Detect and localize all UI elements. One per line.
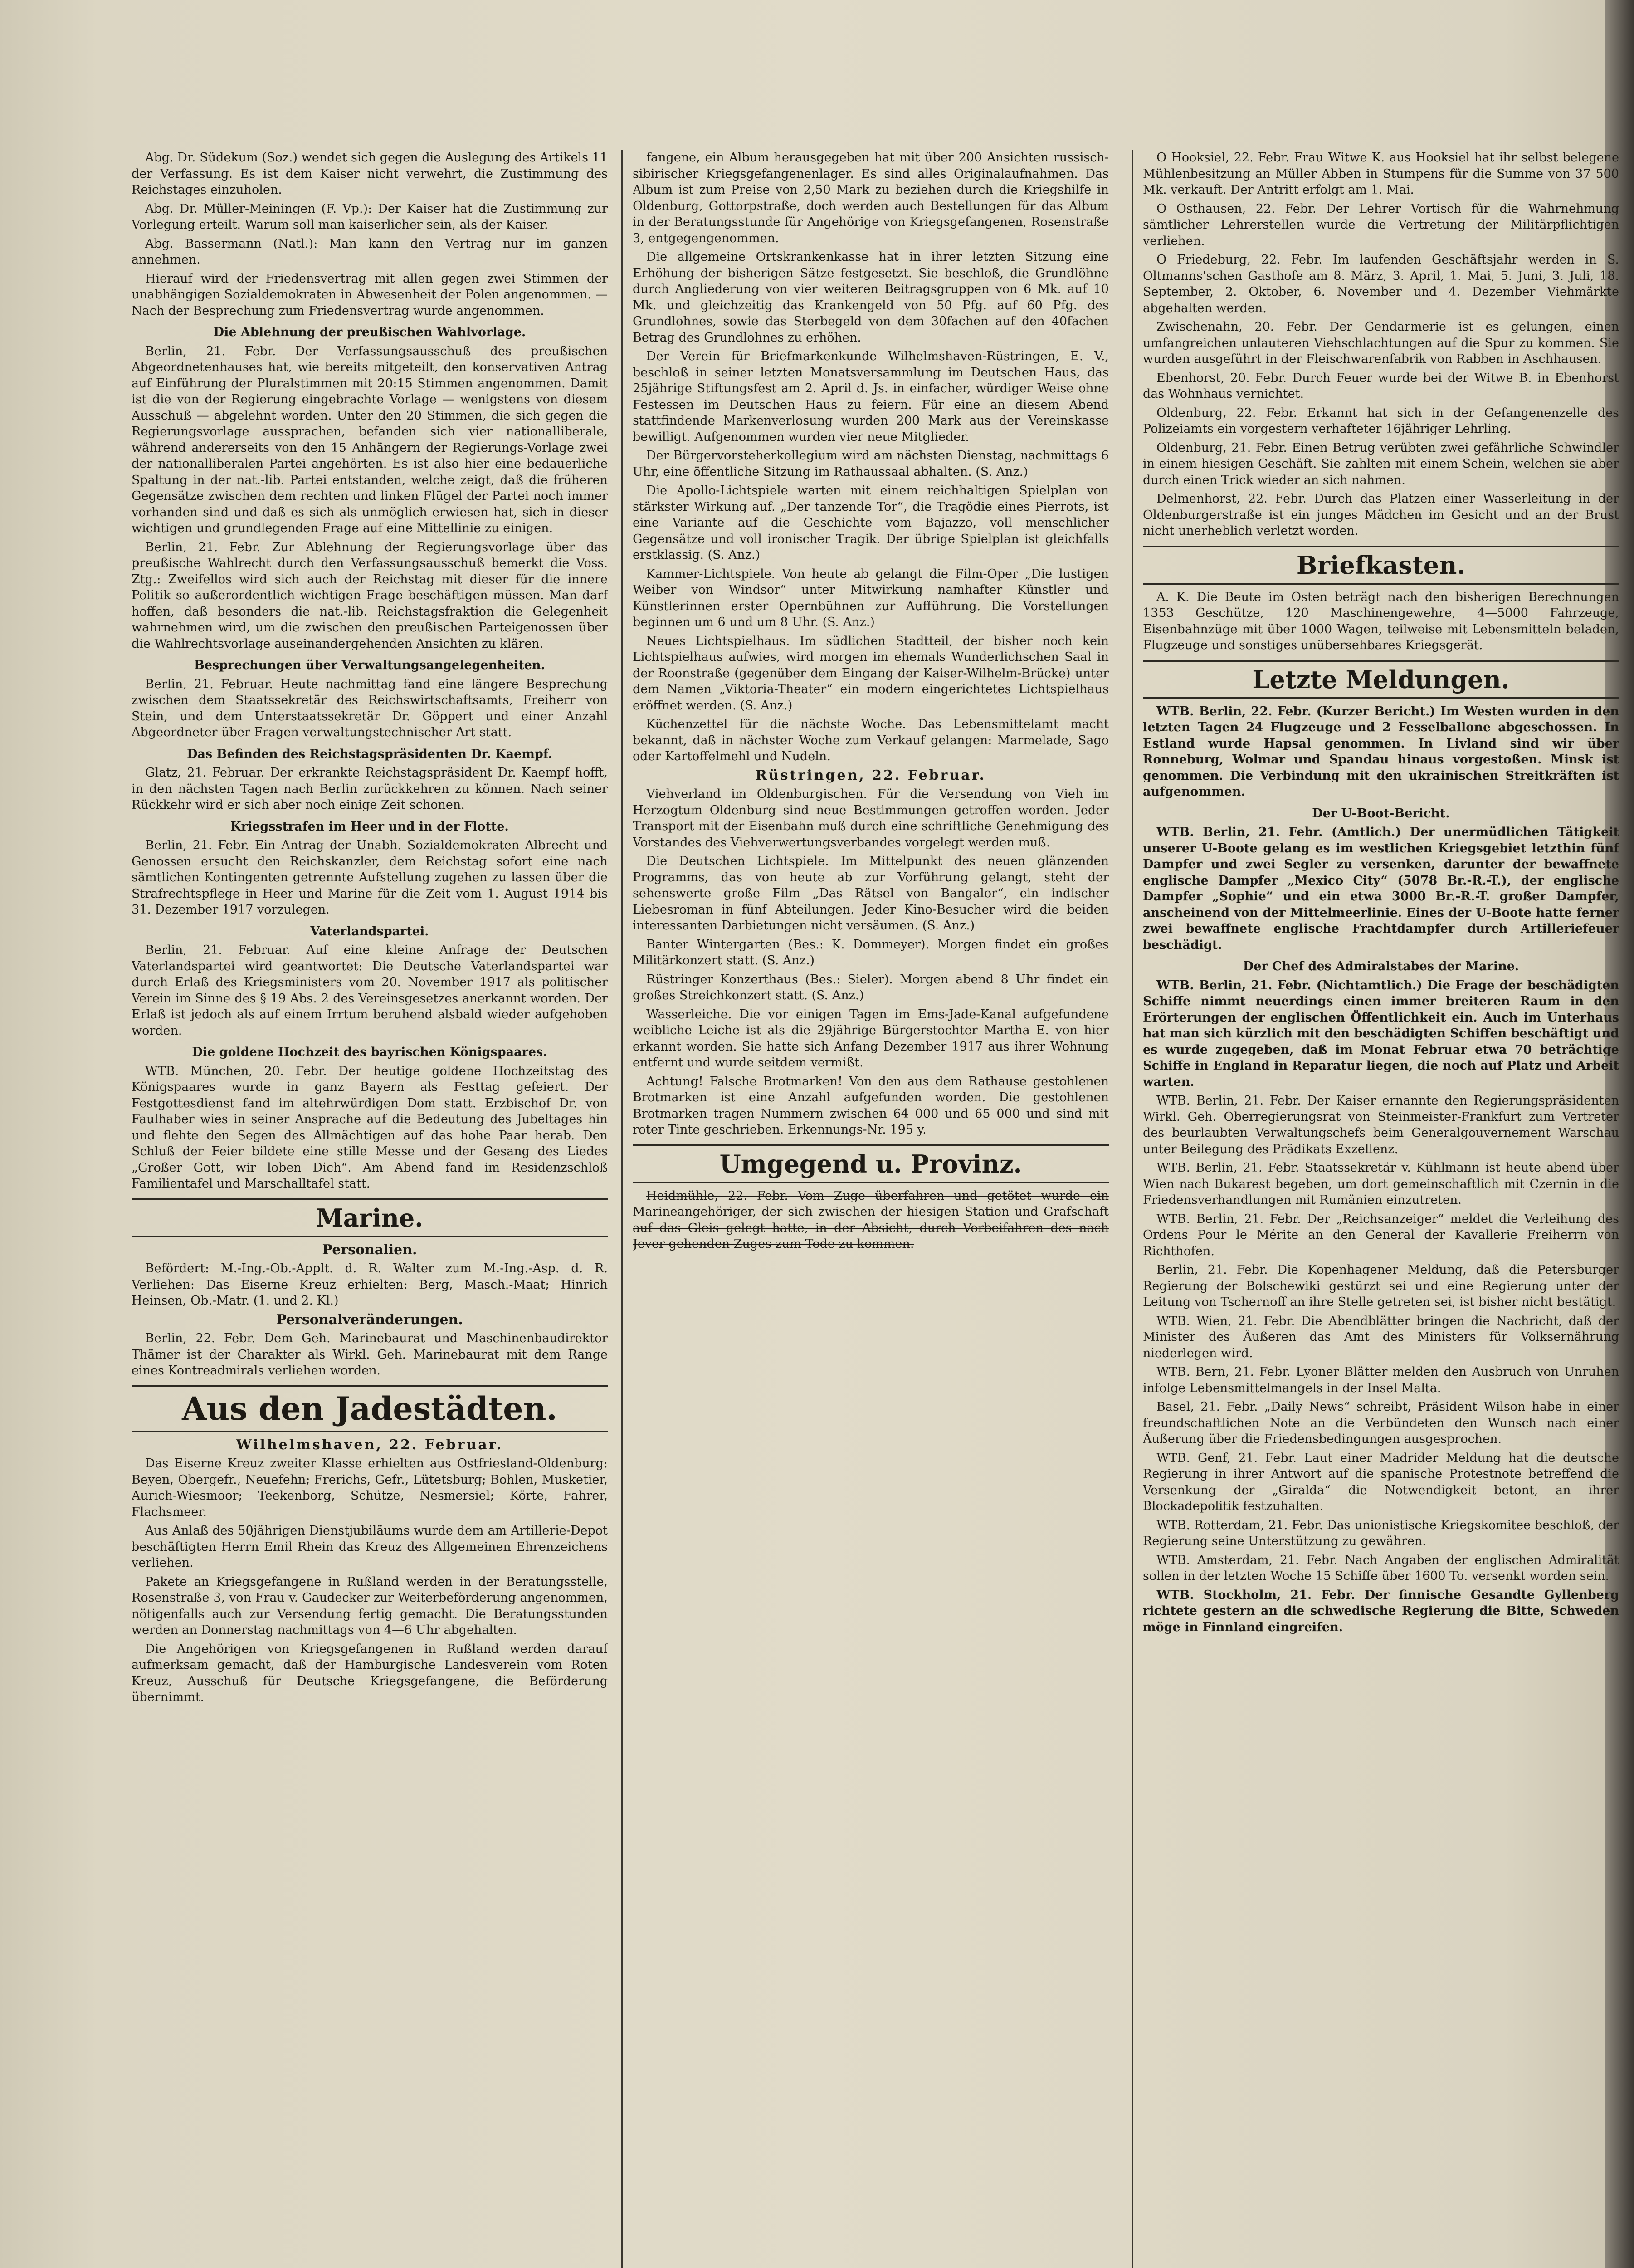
paragraph: Hierauf wird der Friedensvertrag mit allen gegen zwei Stimmen der unabhängigen Sozialdemokraten in Abwesenheit der Polen angenommen. — Nach der Besprechung zum Friedensvertrag wurde angenommen. bbox=[132, 271, 608, 318]
subsection-title: Personalveränderungen. bbox=[276, 1311, 463, 1328]
paragraph: WTB. Genf, 21. Febr. Laut einer Madrider Meldung hat die deutsche Regierung in ihrer Antwort auf die spanische Protestnote betreffend die Versenkung der „Giralda“ die Notwendigkeit betont, an ihrer Blockadepolitik festzuhalten. bbox=[1143, 1451, 1619, 1513]
paragraph: Kammer-Lichtspiele. Von heute ab gelangt die Film-Oper „Die lustigen Weiber von Windsor“ unter Mitwirkung namhafter Künstler und Künstlerinnen erster Opernbühnen zur Aufführung. Die Vorstellungen beginnen um 6 und um 8 Uhr. (S. Anz.) bbox=[633, 567, 1109, 629]
section-title: Aus den Jadestädten. bbox=[182, 1389, 557, 1427]
section-title: Briefkasten. bbox=[1296, 550, 1466, 580]
paragraph: Viehverland im Oldenburgischen. Für die Versendung von Vieh im Herzogtum Oldenburg sind neue Bestimmungen getroffen worden. Jeder Transport mit der Eisenbahn muß durch eine schriftliche Genehmigung des Vorstandes des Viehverwertungsverbandes vorgelegt werden muß. bbox=[633, 787, 1109, 850]
paragraph: Die Apollo-Lichtspiele warten mit einem reichhaltigen Spielplan von stärkster Wirkung auf. „Der tanzende Tor“, die Tragödie eines Pierrots, ist eine Variante auf die Geschichte vom Bajazzo, voll menschlicher Gegensätze und voll ironischer Tragik. Der übrige Spielplan ist gleichfalls erstklassig. (S. Anz.) bbox=[633, 484, 1109, 562]
dateline: Rüstringen, 22. Februar. bbox=[755, 767, 986, 783]
paragraph: Berlin, 21. Febr. Der Verfassungsausschuß des preußischen Abgeordnetenhauses hat, wie bereits mitgeteilt, den konservativen Antrag auf Einführung der Pluralstimmen mit 20:15 Stimmen angenommen. Damit ist die von der Regierung eingebrachte Vorlage — wenigstens von diesem Ausschuß — abgelehnt worden. Unter den 20 Stimmen, die sich gegen die Regierungsvorlage aussprachen, befanden sich vier nationalliberale, während andererseits von den 15 Anhängern der Regierungs-Vorlage zwei der nationalliberalen Partei angehörten. Es ist also hier eine bedauerliche Spaltung in der nat.-lib. Partei entstanden, welche zeigt, daß die früheren Gegensätze zwischen dem rechten und linken Flügel der Partei noch immer vorhanden sind und daß es sich als unmöglich erwiesen hat, sich in dieser wichtigen und grundlegenden Frage auf eine Mittellinie zu einigen. bbox=[132, 344, 608, 535]
paragraph: Berlin, 21. Febr. Die Kopenhagener Meldung, daß die Petersburger Regierung der Bolschewiki gestürzt sei und eine Regierung unter der Leitung von Tschernoff an ihre Stelle getreten sei, ist bisher nicht bestätigt. bbox=[1143, 1263, 1619, 1309]
article-headline: Die Ablehnung der preußischen Wahlvorlage. bbox=[213, 325, 526, 339]
paragraph: Die Deutschen Lichtspiele. Im Mittelpunkt des neuen glänzenden Programms, das von heute ab zur Vorführung gelangt, steht der sehenswerte große Film „Das Rätsel von Bangalor“, ein indischer Liebesroman in fünf Abteilungen. Jeder Kino-Besucher wird die beiden interessanten Darbietungen nicht versäumen. (S. Anz.) bbox=[633, 854, 1109, 933]
paragraph: O Hooksiel, 22. Febr. Frau Witwe K. aus Hooksiel hat ihr selbst belegene Mühlenbesitzung an Müller Abben in Stumpens für die Summe von 37 500 Mk. verkauft. Der Antritt erfolgt am 1. Mai. bbox=[1143, 151, 1619, 197]
paragraph: Berlin, 21. Februar. Heute nachmittag fand eine längere Besprechung zwischen dem Staatssekretär des Reichswirtschaftsamts, Freiherr von Stein, und dem Unterstaatssekretär Dr. Göppert und einer Anzahl Abgeordneter über Fragen verwaltungstechnischer Art statt. bbox=[132, 677, 608, 739]
paragraph: Der Verein für Briefmarkenkunde Wilhelmshaven-Rüstringen, E. V., beschloß in seiner letzten Monatsversammlung im Deutschen Haus, das 25jährige Stiftungsfest am 2. April d. Js. in einfacher, würdiger Weise ohne Festessen im Deutschen Haus zu feiern. Für eine an diesem Abend stattfindende Markenverlosung wurden 200 Mark aus der Vereinskasse bewilligt. Aufgenommen wurden vier neue Mitglieder. bbox=[633, 349, 1109, 444]
section-title: Letzte Meldungen. bbox=[1252, 665, 1510, 694]
section-header-umgegend bbox=[633, 1144, 1109, 1183]
section-title: Umgegend u. Provinz. bbox=[719, 1149, 1022, 1178]
paragraph: WTB. München, 20. Febr. Der heutige goldene Hochzeitstag des Königspaares wurde in ganz Bayern als Festtag gefeiert. Der Festgottesdienst fand im altehrwürdigen Dom statt. Erzbischof Dr. von Faulhaber wies in seiner Ansprache auf die Bedeutung des Jubeltages hin und flehte den Segen des Allmächtigen auf das hohe Paar herab. Den Schluß der Feier bildete eine stille Messe und der Gesang des Liedes „Großer Gott, wir loben Dich“. Am Abend fand im Residenzschloß Familientafel und Marschalltafel statt. bbox=[132, 1064, 608, 1191]
section-header-jadestaedte bbox=[132, 1385, 608, 1432]
paragraph: Glatz, 21. Februar. Der erkrankte Reichstagspräsident Dr. Kaempf hofft, in den nächsten Tagen nach Berlin zurückkehren zu können. Nach seiner Rückkehr wird er sich aber noch einige Zeit schonen. bbox=[132, 766, 608, 812]
column-2 bbox=[633, 150, 1109, 2268]
article-headline: Das Befinden des Reichstagspräsidenten Dr. Kaempf. bbox=[187, 747, 552, 761]
paragraph: Delmenhorst, 22. Febr. Durch das Platzen einer Wasserleitung in der Oldenburgerstraße ist ein junges Mädchen im Gesicht und an der Brust nicht unerheblich verletzt worden. bbox=[1143, 492, 1619, 538]
column-rule bbox=[1132, 150, 1133, 2268]
article-headline: Kriegsstrafen im Heer und in der Flotte. bbox=[230, 819, 509, 834]
section-header-briefkasten bbox=[1143, 546, 1619, 585]
paragraph: WTB. Berlin, 21. Febr. Der Kaiser ernannte den Regierungspräsidenten Wirkl. Geh. Oberregierungsrat von Steinmeister-Frankfurt zum Vertreter des beurlaubten Verwaltungschefs beim Generalgouvernement Warschau unter Beilegung des Prädikats Exzellenz. bbox=[1143, 1094, 1619, 1156]
paragraph: Berlin, 21. Febr. Zur Ablehnung der Regierungsvorlage über das preußische Wahlrecht durch den Verfassungsausschuß bemerkt die Voss. Ztg.: Zweifellos wird sich auch der Reichstag mit dieser für die innere Politik so außerordentlich wichtigen Frage beschäftigen müssen. Man darf hoffen, daß besonders die nat.-lib. Reichstagsfraktion die Gelegenheit wahrnehmen wird, um die zwischen den preußischen Parteigenossen über die Wahlrechtsvorlage auseinandergehenden Ansichten zu klären. bbox=[132, 540, 608, 651]
paragraph: Abg. Dr. Südekum (Soz.) wendet sich gegen die Auslegung des Artikels 11 der Verfassung. Es ist dem Kaiser nicht verwehrt, die Zustimmung des Reichstages einzuholen. bbox=[132, 151, 608, 197]
section-header-meldungen bbox=[1143, 660, 1619, 699]
paragraph: Zwischenahn, 20. Febr. Der Gendarmerie ist es gelungen, einen umfangreichen unlauteren Viehschlachtungen auf die Spur zu kommen. Sie wurden ausgeführt in der Fleischwarenfabrik von Rabben in Aschhausen. bbox=[1143, 320, 1619, 366]
article-headline: Vaterlandspartei. bbox=[310, 924, 429, 938]
paragraph: Pakete an Kriegsgefangene in Rußland werden in der Beratungsstelle, Rosenstraße 3, von Frau v. Gaudecker zur Weiterbeförderung angenommen, nötigenfalls auch zur Versendung fertig gemacht. Die Beratungsstunden werden an Donnerstag nachmittags von 4—6 Uhr abgehalten. bbox=[132, 1574, 608, 1637]
paragraph: Befördert: M.-Ing.-Ob.-Applt. d. R. Walter zum M.-Ing.-Asp. d. R. Verliehen: Das Eiserne Kreuz erhielten: Berg, Masch.-Maat; Hinrich Heinsen, Ob.-Matr. (1. und 2. Kl.) bbox=[132, 1261, 608, 1308]
paragraph: Der Bürgervorsteherkollegium wird am nächsten Dienstag, nachmittags 6 Uhr, eine öffentliche Sitzung im Rathaussaal abhalten. (S. Anz.) bbox=[633, 449, 1109, 479]
paragraph: Küchenzettel für die nächste Woche. Das Lebensmittelamt macht bekannt, daß in nächster Woche zum Verkauf gelangen: Marmelade, Sago oder Kartoffelmehl und Nudeln. bbox=[633, 717, 1109, 763]
paragraph: Oldenburg, 21. Febr. Einen Betrug verübten zwei gefährliche Schwindler in einem hiesigen Geschäft. Sie zahlten mit einem Schein, welchen sie aber durch einen Trick wieder an sich nahmen. bbox=[1143, 440, 1619, 487]
paragraph: Berlin, 22. Febr. Dem Geh. Marinebaurat und Maschinenbaudirektor Thämer ist der Charakter als Wirkl. Geh. Marinebaurat mit dem Range eines Kontreadmirals verliehen worden. bbox=[132, 1331, 608, 1378]
paragraph: Ebenhorst, 20. Febr. Durch Feuer wurde bei der Witwe B. in Ebenhorst das Wohnhaus vernichtet. bbox=[1143, 371, 1619, 401]
paragraph: Basel, 21. Febr. „Daily News“ schreibt, Präsident Wilson habe in einer freundschaftlichen Note an die Verbündeten den Wunsch nach einer Äußerung über die Friedensbedingungen ausgesprochen. bbox=[1143, 1400, 1619, 1446]
article-headline: Der U-Boot-Bericht. bbox=[1312, 806, 1450, 821]
paragraph: WTB. Amsterdam, 21. Febr. Nach Angaben der englischen Admiralität sollen in der letzten Woche 15 Schiffe über 1600 To. versenkt worden sein. bbox=[1143, 1553, 1619, 1583]
column-rule bbox=[621, 150, 623, 2268]
paragraph: WTB. Berlin, 21. Febr. (Amtlich.) Der unermüdlichen Tätigkeit unserer U-Boote gelang es im westlichen Kriegsgebiet letzthin fünf Dampfer und zwei Segler zu versenken, darunter der bewaffnete englische Dampfer „Mexico City“ (5078 Br.-R.-T.), der englische Dampfer „Sophie“ und ein etwa 3000 Br.-R.-T. großer Dampfer, anscheinend von der Mittelmeerlinie. Eines der U-Boote hatte ferner zwei bewaffnete englische Frachtdampfer durch Artilleriefeuer beschädigt. bbox=[1143, 825, 1619, 952]
paragraph: Abg. Dr. Müller-Meiningen (F. Vp.): Der Kaiser hat die Zustimmung zur Vorlegung erteilt. Warum soll man kaiserlicher sein, als der Kaiser. bbox=[132, 201, 608, 232]
dateline: Wilhelmshaven, 22. Februar. bbox=[236, 1437, 503, 1453]
paragraph: Banter Wintergarten (Bes.: K. Dommeyer). Morgen findet ein großes Militärkonzert statt. (S. Anz.) bbox=[633, 937, 1109, 968]
paragraph: Berlin, 21. Februar. Auf eine kleine Anfrage der Deutschen Vaterlandspartei wird geantwortet: Die Deutsche Vaterlandspartei war durch Erlaß des Kriegsministers vom 20. November 1917 als politischer Verein im Sinne des § 19 Abs. 2 des Vereinsgesetzes anerkannt worden. Der Erlaß ist jedoch als auf einem Irrtum beruhend alsbald wieder aufgehoben worden. bbox=[132, 943, 608, 1038]
paragraph: Rüstringer Konzerthaus (Bes.: Sieler). Morgen abend 8 Uhr findet ein großes Streichkonzert statt. (S. Anz.) bbox=[633, 972, 1109, 1002]
paragraph: WTB. Berlin, 22. Febr. (Kurzer Bericht.) Im Westen wurden in den letzten Tagen 24 Flugzeuge und 2 Fesselballone abgeschossen. In Estland wurde Hapsal genommen. In Livland sind wir über Ronneburg, Wolmar und Spandau hinaus vorgestoßen. Minsk ist genommen. Die Verbindung mit den ukrainischen Streitkräften ist aufgenommen. bbox=[1143, 704, 1619, 799]
paragraph: WTB. Rotterdam, 21. Febr. Das unionistische Kriegskomitee beschloß, der Regierung seine Unterstützung zu gewähren. bbox=[1143, 1518, 1619, 1548]
article-headline: Der Chef des Admiralstabes der Marine. bbox=[1243, 959, 1519, 973]
paragraph: WTB. Wien, 21. Febr. Die Abendblätter bringen die Nachricht, daß der Minister des Äußeren das Amt des Ministers für Volksernährung niederlegen wird. bbox=[1143, 1314, 1619, 1360]
paragraph: Wasserleiche. Die vor einigen Tagen im Ems-Jade-Kanal aufgefundene weibliche Leiche ist als die 29jährige Bürgerstochter Martha E. von hier erkannt worden. Sie hatte sich Anfang Dezember 1917 aus ihrer Wohnung entfernt und wurde seitdem vermißt. bbox=[633, 1007, 1109, 1070]
paragraph: fangene, ein Album herausgegeben hat mit über 200 Ansichten russisch-sibirischer Kriegsgefangenenlager. Es sind alles Originalaufnahmen. Das Album ist zum Preise von 2,50 Mark zu beziehen durch die Kriegshilfe in Oldenburg, Gottorpstraße, doch werden auch Bestellungen für das Album in der Beratungsstunde für Angehörige von Kriegsgefangenen, Rosenstraße 3, entgegengenommen. bbox=[633, 151, 1109, 245]
paragraph: Das Eiserne Kreuz zweiter Klasse erhielten aus Ostfriesland-Oldenburg: Beyen, Obergefr., Neuefehn; Frerichs, Gefr., Lütetsburg; Bohlen, Musketier, Aurich-Wiesmoor; Teekenborg, Schütze, Nesmersiel; Körte, Fahrer, Flachsmeer. bbox=[132, 1457, 608, 1519]
column-3 bbox=[1143, 150, 1619, 2268]
paragraph: A. K. Die Beute im Osten beträgt nach den bisherigen Berechnungen 1353 Geschütze, 120 Maschinengewehre, 4—5000 Fahrzeuge, Eisenbahnzüge mit über 1000 Wagen, teilweise mit Lebensmitteln beladen, Flugzeuge und sonstiges unübersehbares Kriegsgerät. bbox=[1143, 590, 1619, 652]
column-1 bbox=[132, 150, 608, 2268]
paragraph: WTB. Bern, 21. Febr. Lyoner Blätter melden den Ausbruch von Unruhen infolge Lebensmittelmangels in der Insel Malta. bbox=[1143, 1365, 1619, 1395]
paragraph: Achtung! Falsche Brotmarken! Von den aus dem Rathause gestohlenen Brotmarken ist eine Anzahl aufgefunden worden. Die gestohlenen Brotmarken tragen Nummern zwischen 64 000 und 65 000 und sind mit roter Tinte geschrieben. Erkennungs-Nr. 195 y. bbox=[633, 1074, 1109, 1137]
paragraph: WTB. Stockholm, 21. Febr. Der finnische Gesandte Gyllenberg richtete gestern an die schwedische Regierung die Bitte, Schweden möge in Finnland eingreifen. bbox=[1143, 1588, 1619, 1634]
paragraph: WTB. Berlin, 21. Febr. Der „Reichsanzeiger“ meldet die Verleihung des Ordens Pour le Mérite an den General der Kavallerie Freiherrn von Richthofen. bbox=[1143, 1212, 1619, 1258]
paragraph: Berlin, 21. Febr. Ein Antrag der Unabh. Sozialdemokraten Albrecht und Genossen ersucht den Reichskanzler, dem Reichstag sofort eine nach sämtlichen Kontingenten getrennte Aufstellung zugehen zu lassen über die Strafrechtspflege in Heer und Marine für die Zeit vom 1. August 1914 bis 31. Dezember 1917 vorzulegen. bbox=[132, 838, 608, 917]
paragraph: Oldenburg, 22. Febr. Erkannt hat sich in der Gefangenenzelle des Polizeiamts ein vorgestern verhafteter 16jähriger Lehrling. bbox=[1143, 406, 1619, 436]
paragraph: WTB. Berlin, 21. Febr. (Nichtamtlich.) Die Frage der beschädigten Schiffe nimmt neuerdings einen immer breiteren Raum in den Erörterungen der englischen Öffentlichkeit ein. Auch im Unterhaus hat man sich kürzlich mit den beschädigten Schiffen beschäftigt und es wurde zugegeben, daß im Monat Februar etwa 70 beträchtige Schiffe in England in Reparatur liegen, die noch auf Platz und Arbeit warten. bbox=[1143, 978, 1619, 1089]
article-headline: Besprechungen über Verwaltungsangelegenheiten. bbox=[194, 658, 545, 672]
paragraph: O Osthausen, 22. Febr. Der Lehrer Vortisch für die Wahrnehmung sämtlicher Lehrerstellen wurde die Vertretung der Militärpflichtigen verliehen. bbox=[1143, 201, 1619, 248]
paragraph: Abg. Bassermann (Natl.): Man kann den Vertrag nur im ganzen annehmen. bbox=[132, 236, 608, 267]
paragraph: Aus Anlaß des 50jährigen Dienstjubiläums wurde dem am Artillerie-Depot beschäftigten Herrn Emil Rhein das Kreuz des Allgemeinen Ehrenzeichens verliehen. bbox=[132, 1524, 608, 1570]
paragraph: Neues Lichtspielhaus. Im südlichen Stadtteil, der bisher noch kein Lichtspielhaus aufwies, wird morgen im ehemals Wunderlichschen Saal in der Roonstraße (gegenüber dem Eingang der Kaiser-Wilhelm-Brücke) unter dem Namen „Viktoria-Theater“ ein modern eingerichtetes Lichtspielhaus eröffnet werden. (S. Anz.) bbox=[633, 634, 1109, 713]
paragraph: O Friedeburg, 22. Febr. Im laufenden Geschäftsjahr werden in S. Oltmanns'schen Gasthofe am 8. März, 3. April, 1. Mai, 5. Juni, 3. Juli, 18. September, 2. Oktober, 6. November und 4. Dezember Viehmärkte abgehalten werden. bbox=[1143, 253, 1619, 315]
section-header-marine bbox=[132, 1198, 608, 1237]
paragraph: Die Angehörigen von Kriegsgefangenen in Rußland werden darauf aufmerksam gemacht, daß der Hamburgische Landesverein vom Roten Kreuz, Ausschuß für Deutsche Kriegsgefangene, die Beförderung übernimmt. bbox=[132, 1642, 608, 1704]
paragraph: WTB. Berlin, 21. Febr. Staatssekretär v. Kühlmann ist heute abend über Wien nach Bukarest begeben, um dort gemeinschaftlich mit Czernin in die Friedensverhandlungen mit Rumänien einzutreten. bbox=[1143, 1161, 1619, 1207]
subsection-title: Personalien. bbox=[322, 1242, 417, 1258]
article-headline: Die goldene Hochzeit des bayrischen Königspaares. bbox=[192, 1045, 547, 1059]
paragraph: Heidmühle, 22. Febr. Vom Zuge überfahren und getötet wurde ein Marineangehöriger, der sich zwischen der hiesigen Station und Grafschaft auf das Gleis gelegt hatte, in der Absicht, durch Vorbeifahren des nach Jever gehenden Zuges zum Tode zu kommen. bbox=[633, 1188, 1109, 1251]
paragraph: Die allgemeine Ortskrankenkasse hat in ihrer letzten Sitzung eine Erhöhung der bisherigen Sätze festgesetzt. Sie beschloß, die Grundlöhne durch Angliederung von vier weiteren Beitragsgruppen von 6 Mk. auf 10 Mk. und gleichzeitig das Krankengeld von 50 Pfg. auf 60 Pfg. des Grundlohnes, sowie das Sterbegeld von dem 30fachen auf den 40fachen Betrag des Grundlohnes zu erhöhen. bbox=[633, 250, 1109, 345]
section-title: Marine. bbox=[316, 1203, 424, 1232]
